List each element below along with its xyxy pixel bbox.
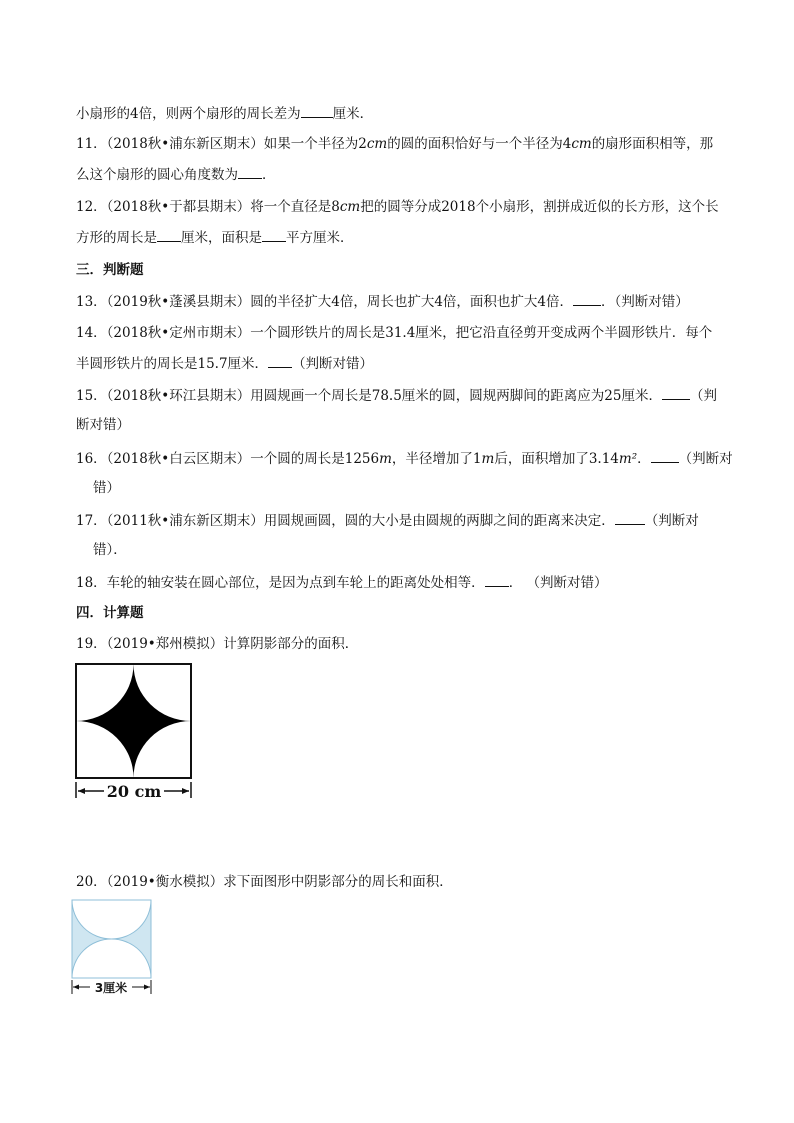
question-14-cont: 半圆形铁片的周长是15.7厘米． （判断对错） [76, 353, 373, 374]
section-heading-judgement: 三．判断题 [76, 262, 144, 278]
question-11-cont: 么这个扇形的圆心角度数为 ． [76, 164, 276, 185]
dimension-arrow-left [73, 985, 79, 990]
question-19: 19．（2019•郑州模拟）计算阴影部分的面积． [76, 636, 359, 652]
question-12-cont: 方形的周长是 厘米，面积是 平方厘米． [76, 227, 354, 248]
figure-19-dimension-label: 20 cm [106, 782, 162, 801]
answer-blank[interactable] [268, 353, 292, 368]
question-11: 11．（2018秋•浦东新区期末）如果一个半径为2cm的圆的面积恰好与一个半径为4cm的扇形面积相等，那 [76, 136, 714, 152]
question-17: 17．（2011秋•浦东新区期末）用圆规画圆，圆的大小是由圆规的两脚之间的距离来决定． （判断对 [76, 510, 699, 531]
answer-blank[interactable] [615, 510, 645, 525]
question-18: 18．车轮的轴安装在圆心部位，是因为点到车轮上的距离处处相等． ． （判断对错） [76, 572, 607, 593]
answer-blank[interactable] [485, 572, 509, 587]
question-13: 13．（2019秋•蓬溪县期末）圆的半径扩大4倍，周长也扩大4倍，面积也扩大4倍． ．（判断对错） [76, 291, 689, 312]
question-20: 20．（2019•衡水模拟）求下面图形中阴影部分的周长和面积． [76, 874, 453, 890]
dimension-arrow-left [78, 788, 85, 794]
question-12: 12．（2018秋•于都县期末）将一个直径是8cm把的圆等分成2018个小扇形，割拼成近似的长方形，这个长 [76, 199, 719, 215]
question-15-cont: 断对错） [76, 417, 130, 433]
answer-blank[interactable] [651, 448, 679, 463]
answer-blank[interactable] [157, 227, 181, 242]
answer-blank[interactable] [662, 385, 690, 400]
figure-19 [72, 660, 196, 802]
question-10-tail: 小扇形的4倍，则两个扇形的周长差为 厘米． [76, 103, 373, 124]
question-17-cont: 错）． [93, 542, 127, 558]
answer-blank[interactable] [262, 227, 286, 242]
figure-20-dimension-label: 3厘米 [94, 981, 128, 995]
figure-20 [70, 898, 154, 998]
section-heading-calculation: 四．计算题 [76, 605, 144, 621]
question-15: 15．（2018秋•环江县期末）用圆规画一个周长是78.5厘米的圆，圆规两脚间的距离应为25厘米． （判 [76, 385, 717, 406]
dimension-arrow-right [144, 985, 150, 990]
question-14: 14．（2018秋•定州市期末）一个圆形铁片的周长是31.4厘米，把它沿直径剪开变成两个半圆形铁片．每个 [76, 325, 713, 341]
dimension-arrow-right [182, 788, 189, 794]
answer-blank[interactable] [238, 164, 262, 179]
question-16-cont: 错） [93, 480, 120, 496]
question-16: 16．（2018秋•白云区期末）一个圆的周长是1256m，半径增加了1m后，面积增加了3.14m²． （判断对 [76, 448, 733, 469]
answer-blank[interactable] [301, 103, 333, 118]
answer-blank[interactable] [573, 291, 601, 306]
